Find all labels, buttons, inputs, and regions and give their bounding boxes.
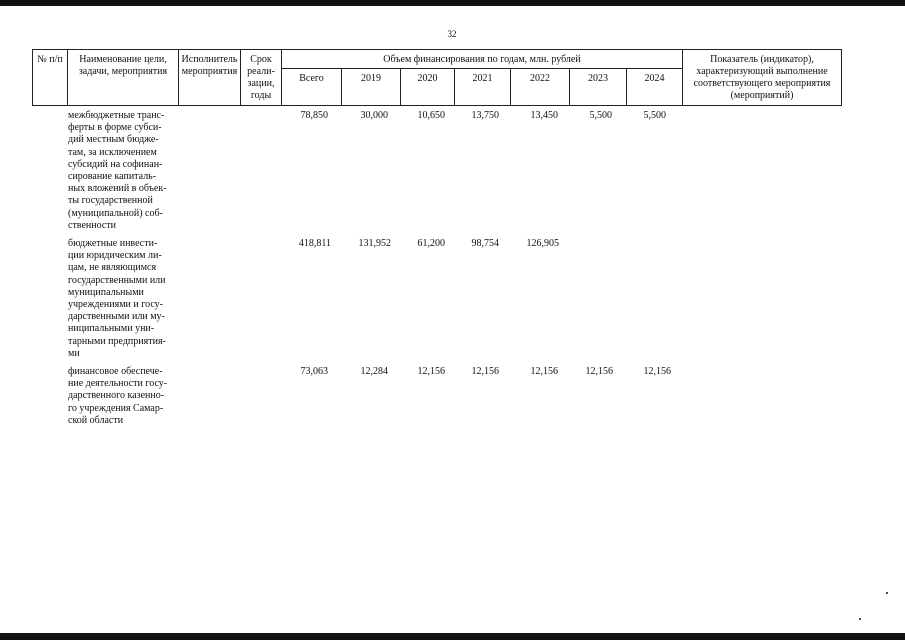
header-executor: Исполнитель мероприятия <box>181 54 238 77</box>
row-2-2022: 126,905 <box>526 238 559 249</box>
header-volume: Объем финансирования по годам, млн. рублей <box>383 54 581 65</box>
row-1-2020: 10,650 <box>417 110 445 121</box>
row-1-2024: 5,500 <box>643 110 666 121</box>
row-3-2021: 12,156 <box>471 366 499 377</box>
header-year-2022: 2022 <box>530 73 550 84</box>
row-2-2019: 131,952 <box>358 238 391 249</box>
header-term: Срок реали- зации, годы <box>247 54 275 101</box>
row-3-2019: 12,284 <box>360 366 388 377</box>
scan-speck <box>886 592 888 594</box>
row-2-2021: 98,754 <box>471 238 499 249</box>
row-1-total: 78,850 <box>300 110 328 121</box>
table-row-1-description: межбюджетные транс- ферты в форме субси- дий местным бюдже- там, за исключением субсидий на софинан- сирование капиталь- ных вложений в объек- ты государственной (муниципальной) соб- ственности <box>68 110 167 231</box>
row-1-2023: 5,500 <box>589 110 612 121</box>
row-1-2019: 30,000 <box>360 110 388 121</box>
header-year-2024: 2024 <box>644 73 665 84</box>
row-3-total: 73,063 <box>300 366 328 377</box>
header-year-2019: 2019 <box>361 73 381 84</box>
row-3-2024: 12,156 <box>643 366 671 377</box>
header-year-total: Всего <box>299 73 324 84</box>
scan-speck <box>859 618 861 620</box>
header-indicator: Показатель (индикатор), характеризующий выполнение соответствующего мероприятия (мероприятий) <box>693 54 831 101</box>
header-year-2020: 2020 <box>417 73 438 84</box>
row-3-2020: 12,156 <box>417 366 445 377</box>
row-2-2020: 61,200 <box>417 238 445 249</box>
page-number: 32 <box>447 29 457 39</box>
row-3-2023: 12,156 <box>585 366 613 377</box>
table-row-2-description: бюджетные инвести- ции юридическим ли- цам, не являющимся государственными или муниципальными учреждениями и госу- дарственными или му- ниципальными уни- тарными предприятия- ми <box>68 238 166 359</box>
row-1-2021: 13,750 <box>471 110 499 121</box>
row-3-2022: 12,156 <box>530 366 558 377</box>
bottom-border-bar <box>0 633 905 640</box>
top-border-bar <box>0 0 905 6</box>
header-year-2023: 2023 <box>588 73 608 84</box>
row-1-2022: 13,450 <box>530 110 558 121</box>
header-num: № п/п <box>37 54 63 65</box>
header-name: Наименование цели, задачи, мероприятия <box>78 54 168 77</box>
header-year-2021: 2021 <box>472 73 493 84</box>
table-row-3-description: финансовое обеспече- ние деятельности госу- дарственного казенно- го учреждения Самар- ской области <box>68 366 168 426</box>
row-2-total: 418,811 <box>298 238 331 249</box>
